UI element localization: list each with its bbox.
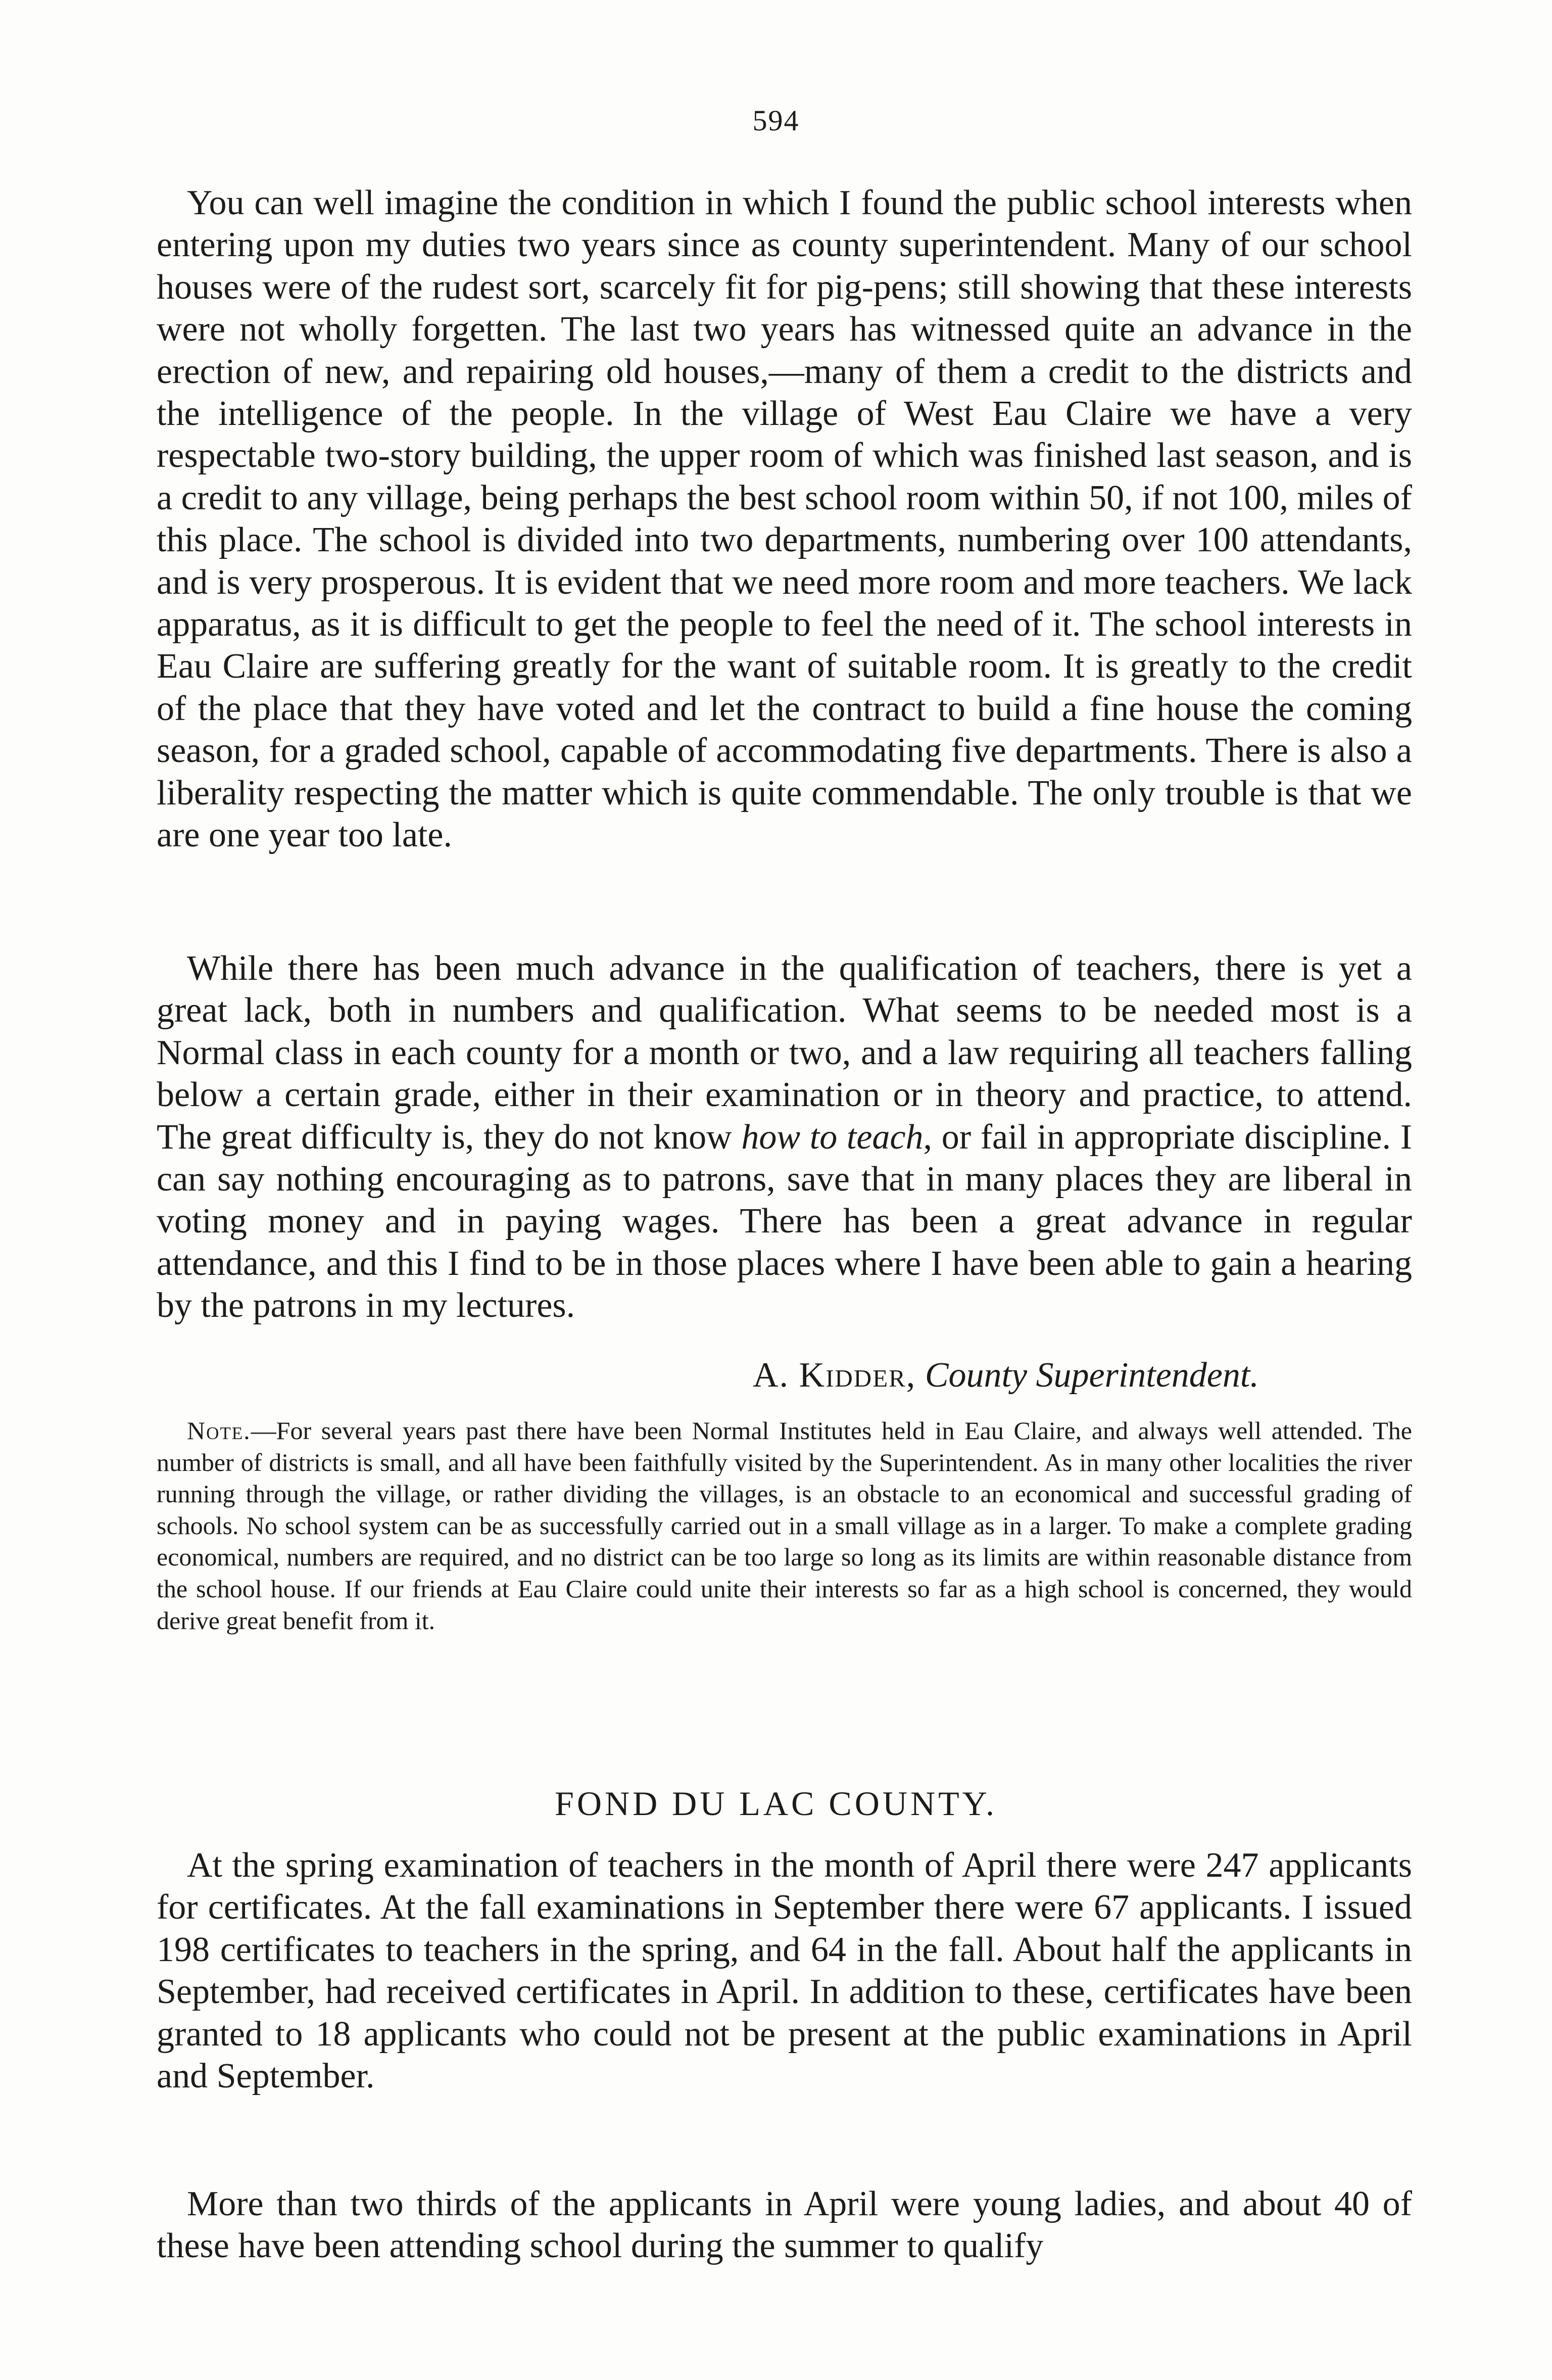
eau-claire-report-continued (157, 947, 1412, 1327)
editor-note (157, 1415, 1412, 1636)
fond-du-lac-report-continued (157, 2183, 1412, 2267)
body-paragraph (157, 947, 1412, 1327)
fond-du-lac-report (157, 1844, 1412, 2097)
section-heading: FOND DU LAC COUNTY. (555, 1784, 997, 1823)
eau-claire-report (157, 182, 1412, 856)
note-text: —For several years past there have been Normal Institutes held in Eau Claire, and always well attended. The number of districts is small, and all have been faithfully visited by the Superintendent. As in many other localities the river running through the village, or rather dividing the villages, is an obstacle to an economical and successful grading of schools. No school system can be as successfully carried out in a small village as in a larger. To make a complete grading economical, numbers are required, and no district can be too large so long as its limits are within reasonable distance from the school house. If our friends at Eau Claire could unite their interests so far as a high school is concerned, they would derive great benefit from it. (157, 1416, 1412, 1635)
note-label: Note. (187, 1416, 251, 1445)
paragraph-text: , or fail in appropriate discipline. I can say nothing encouraging as to patrons, save that in many places they are liberal in voting money and in paying wages. There has been a great advance in regular attendance, and this I find to be in those places where I have been able to gain a hearing by the patrons in my lectures. (157, 1117, 1413, 1325)
body-paragraph: You can well imagine the condition in which I found the public school interests when entering upon my duties two years since as county superintendent. Many of our school houses were of the rudest sort, scarcely fit for pig-pens; still showing that these interests were not wholly forgetten. The last two years has witnessed quite an advance in the erection of new, and repairing old houses,—many of them a credit to the districts and the intelligence of the people. In the village of West Eau Claire we have a very respectable two-story building, the upper room of which was finished last season, and is a credit to any village, being perhaps the best school room within 50, if not 100, miles of this place. The school is divided into two departments, numbering over 100 attendants, and is very prosperous. It is evident that we need more room and more teachers. We lack apparatus, as it is difficult to get the people to feel the need of it. The school interests in Eau Claire are suffering greatly for the want of suitable room. It is greatly to the credit of the place that they have voted and let the contract to build a fine house the coming season, for a graded school, capable of accommodating five departments. There is also a liberality respecting the matter which is quite commendable. The only trouble is that we are one year too late. (157, 183, 1412, 855)
body-paragraph: More than two thirds of the applicants in April were young ladies, and about 40 of these have been attending school during the summer to qualify (157, 2184, 1412, 2266)
emphasis-text: how to teach (741, 1117, 924, 1157)
signature-line (753, 1354, 1259, 1396)
page-number: 594 (752, 104, 800, 137)
signature-name: A. Kidder, (753, 1356, 916, 1395)
signature-title: County Superintendent. (925, 1356, 1259, 1395)
body-paragraph: At the spring examination of teachers in the month of April there were 247 applicants for certificates. At the fall examinations in September there were 67 applicants. I issued 198 certificates to teachers in the spring, and 64 in the fall. About half the applicants in September, had received certificates in April. In addition to these, certificates have been granted to 18 applicants who could not be present at the public examinations in April and September. (157, 1846, 1412, 2096)
paragraph-text: While there has been much advance in the qualification of teachers, there is yet a great lack, both in numbers and qualification. What seems to be needed most is a Normal class in each county for a month or two, and a law requiring all teachers falling below a certain grade, either in their examination or in theory and practice, to attend. The great difficulty is, they do not know (157, 949, 1412, 1157)
